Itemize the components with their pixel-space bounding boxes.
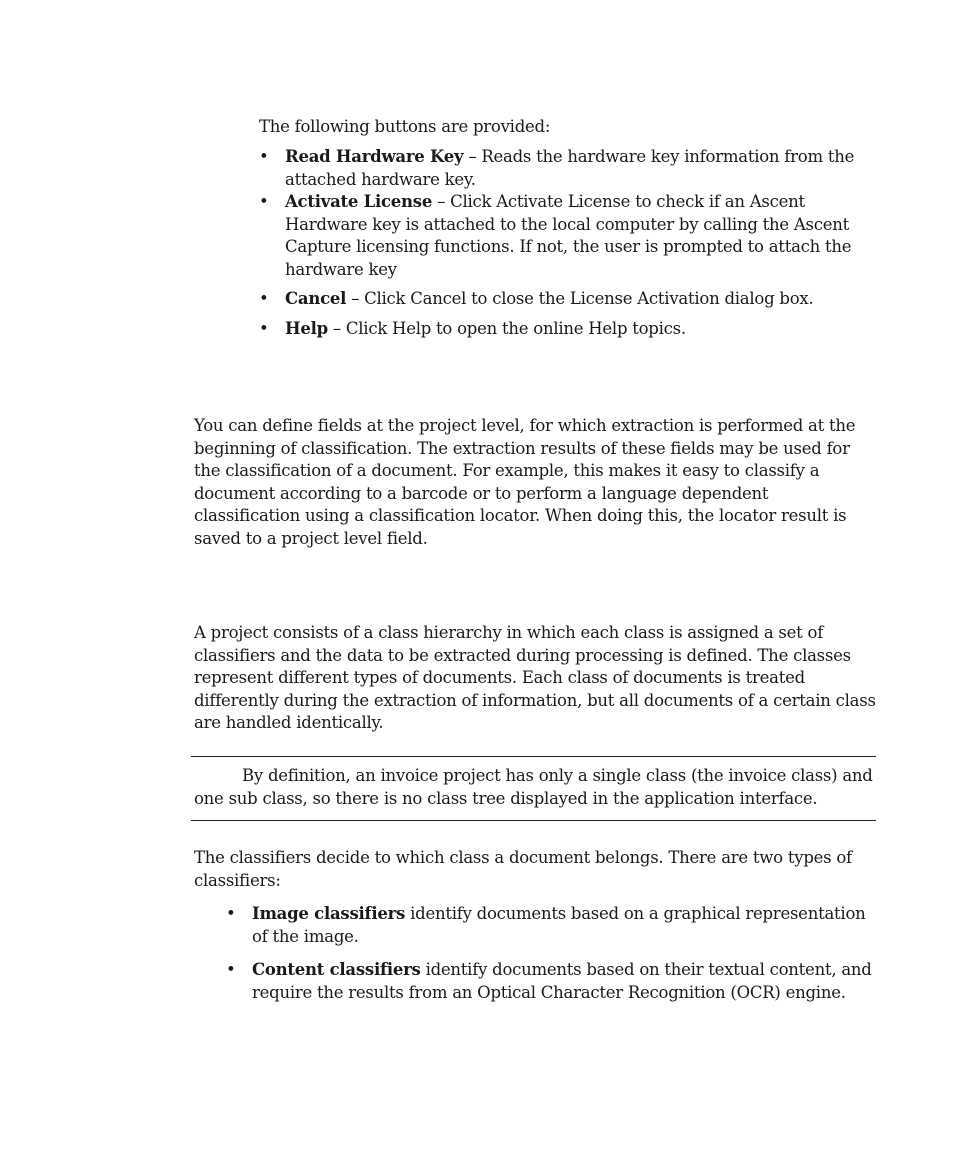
classifiers-list [226, 903, 876, 1004]
term-label: Read Hardware Key [285, 147, 464, 166]
term-description: identify documents based on their textual content, and require the results from an Optical Character Recognition (OCR) engine. [252, 960, 872, 1002]
term-description: – Click Help to open the online Help topics. [327, 318, 686, 338]
note-text: By definition, an invoice project has only a single class (the invoice class) and one sub class, so there is no class tree displayed in the application interface. [194, 766, 873, 808]
term-description: – Click Cancel to close the License Activation dialog box. [346, 289, 814, 308]
buttons-list [259, 146, 879, 340]
list-item-content-classifiers [226, 959, 876, 1004]
buttons-intro: The following buttons are provided: [259, 117, 551, 136]
term-label: Cancel [285, 289, 347, 308]
list-item-read-hardware-key [259, 146, 879, 191]
term-description: – Reads the hardware key information from the attached hardware key. [285, 147, 855, 189]
project-fields-paragraph: You can define fields at the project level, for which extraction is performed at the beginning of classification. The extraction results of these fields may be used for the classification of a document. For example, this makes it easy to classify a document according to a barcode or to perform a language dependent classification using a classification locator. When doing this, the locator result is saved to a project level field. [194, 416, 856, 548]
term-label: Image classifiers [252, 904, 406, 923]
term-description: – Click Activate License to check if an Ascent Hardware key is attached to the local computer by calling the Ascent Capture licensing functions. If not, the user is prompted to attach the hardware key [285, 192, 852, 279]
list-item-help [259, 318, 879, 341]
list-item-image-classifiers [226, 903, 876, 948]
classifiers-intro: The classifiers decide to which class a document belongs. There are two types of classifiers: [194, 848, 852, 890]
term-label: Activate License [285, 192, 433, 211]
term-label: Content classifiers [252, 960, 421, 979]
term-description: identify documents based on a graphical representation of the image. [252, 904, 866, 946]
note-box [191, 756, 876, 821]
list-item-activate-license [259, 191, 879, 281]
project-paragraph: A project consists of a class hierarchy in which each class is assigned a set of classifiers and the data to be extracted during processing is defined. The classes represent different types of documents. Each class of documents is treated differently during the extraction of information, but all documents of a certain class are handled identically. [194, 623, 876, 732]
term-label: Help [285, 318, 328, 338]
list-item-cancel [259, 288, 879, 311]
